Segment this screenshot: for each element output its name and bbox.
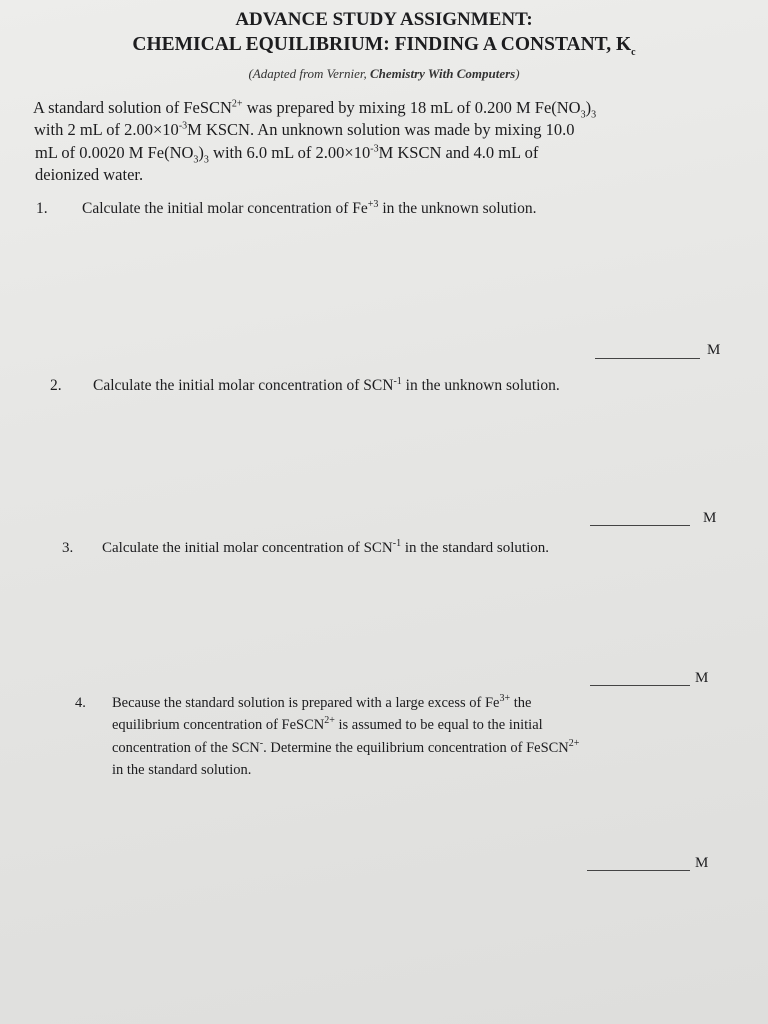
- question-text: [112, 763, 251, 778]
- question-text: [82, 198, 537, 217]
- supscript-text: -: [259, 738, 264, 750]
- supscript-text: 2+: [231, 98, 243, 110]
- subscript-text: 3: [193, 154, 199, 166]
- subscript-text: 3: [580, 109, 586, 121]
- adapted-note: [0, 67, 768, 80]
- question-number: 2.: [50, 377, 62, 394]
- question-text: [102, 538, 549, 556]
- intro-line: [33, 98, 597, 121]
- question-number: 3.: [62, 540, 74, 556]
- supscript-text: 3+: [499, 693, 511, 705]
- intro-line: [35, 167, 143, 184]
- question-text: [112, 715, 543, 733]
- adapted-suffix: ): [515, 66, 520, 81]
- subscript-text: 3: [591, 109, 597, 121]
- supscript-text: -1: [393, 375, 402, 387]
- text-segment: Calculate the initial molar concentration of SCN: [102, 540, 393, 556]
- text-segment: concentration of the SCN: [112, 740, 260, 756]
- supscript-text: 2+: [324, 715, 335, 727]
- intro-line: [34, 122, 574, 139]
- text-segment: deionized water.: [35, 165, 144, 184]
- unit-label: M: [703, 510, 717, 526]
- title-subscript: c: [631, 46, 636, 58]
- question-text: [112, 693, 532, 711]
- text-segment: in the standard solution.: [112, 762, 252, 778]
- answer-line[interactable]: [590, 685, 690, 686]
- text-segment: . Determine the equilibrium concentration of FeSCN: [263, 740, 569, 756]
- adapted-book: Chemistry With Computers: [370, 66, 516, 81]
- text-segment: ): [198, 143, 204, 162]
- answer-line[interactable]: [590, 525, 690, 526]
- supscript-text: 2+: [568, 738, 580, 750]
- adapted-prefix: (Adapted from Vernier,: [248, 66, 370, 81]
- question-number: 4.: [75, 695, 86, 711]
- title-line-2: [0, 34, 768, 58]
- text-segment: with 2 mL of 2.00×10: [34, 120, 179, 139]
- question-text: [93, 375, 560, 394]
- text-segment: M KSCN. An unknown solution was made by mixing 10.0: [187, 120, 575, 139]
- text-segment: with 6.0 mL of 2.00×10: [208, 143, 371, 162]
- text-segment: Because the standard solution is prepared with a large excess of Fe: [112, 695, 500, 711]
- supscript-text: +3: [367, 198, 379, 210]
- text-segment: A standard solution of FeSCN: [33, 98, 232, 117]
- text-segment: Calculate the initial molar concentration of SCN: [93, 377, 394, 394]
- text-segment: ): [585, 98, 592, 117]
- text-segment: in the unknown solution.: [378, 200, 537, 217]
- supscript-text: -1: [392, 538, 402, 549]
- unit-label: M: [707, 342, 721, 358]
- text-segment: the: [510, 695, 532, 711]
- text-segment: was prepared by mixing 18 mL of 0.200 M Fe(NO: [242, 98, 581, 117]
- unit-label: M: [695, 855, 709, 871]
- intro-line: [35, 143, 539, 166]
- text-segment: Calculate the initial molar concentration of Fe: [82, 200, 368, 217]
- supscript-text: -3: [178, 120, 188, 132]
- question-text: [112, 738, 580, 756]
- answer-line[interactable]: [587, 870, 690, 871]
- question-number: 1.: [36, 200, 48, 217]
- text-segment: in the unknown solution.: [401, 377, 560, 394]
- title-text: CHEMICAL EQUILIBRIUM: FINDING A CONSTANT, K: [132, 34, 632, 55]
- text-segment: is assumed to be equal to the initial: [334, 717, 543, 733]
- subscript-text: 3: [203, 154, 209, 166]
- text-segment: in the standard solution.: [401, 540, 549, 556]
- text-segment: equilibrium concentration of FeSCN: [112, 717, 325, 733]
- text-segment: mL of 0.0020 M Fe(NO: [35, 143, 194, 162]
- supscript-text: -3: [370, 143, 379, 155]
- text-segment: M KSCN and 4.0 mL of: [378, 143, 539, 162]
- unit-label: M: [695, 670, 709, 686]
- title-line-1: ADVANCE STUDY ASSIGNMENT:: [235, 9, 533, 30]
- answer-line[interactable]: [595, 358, 700, 359]
